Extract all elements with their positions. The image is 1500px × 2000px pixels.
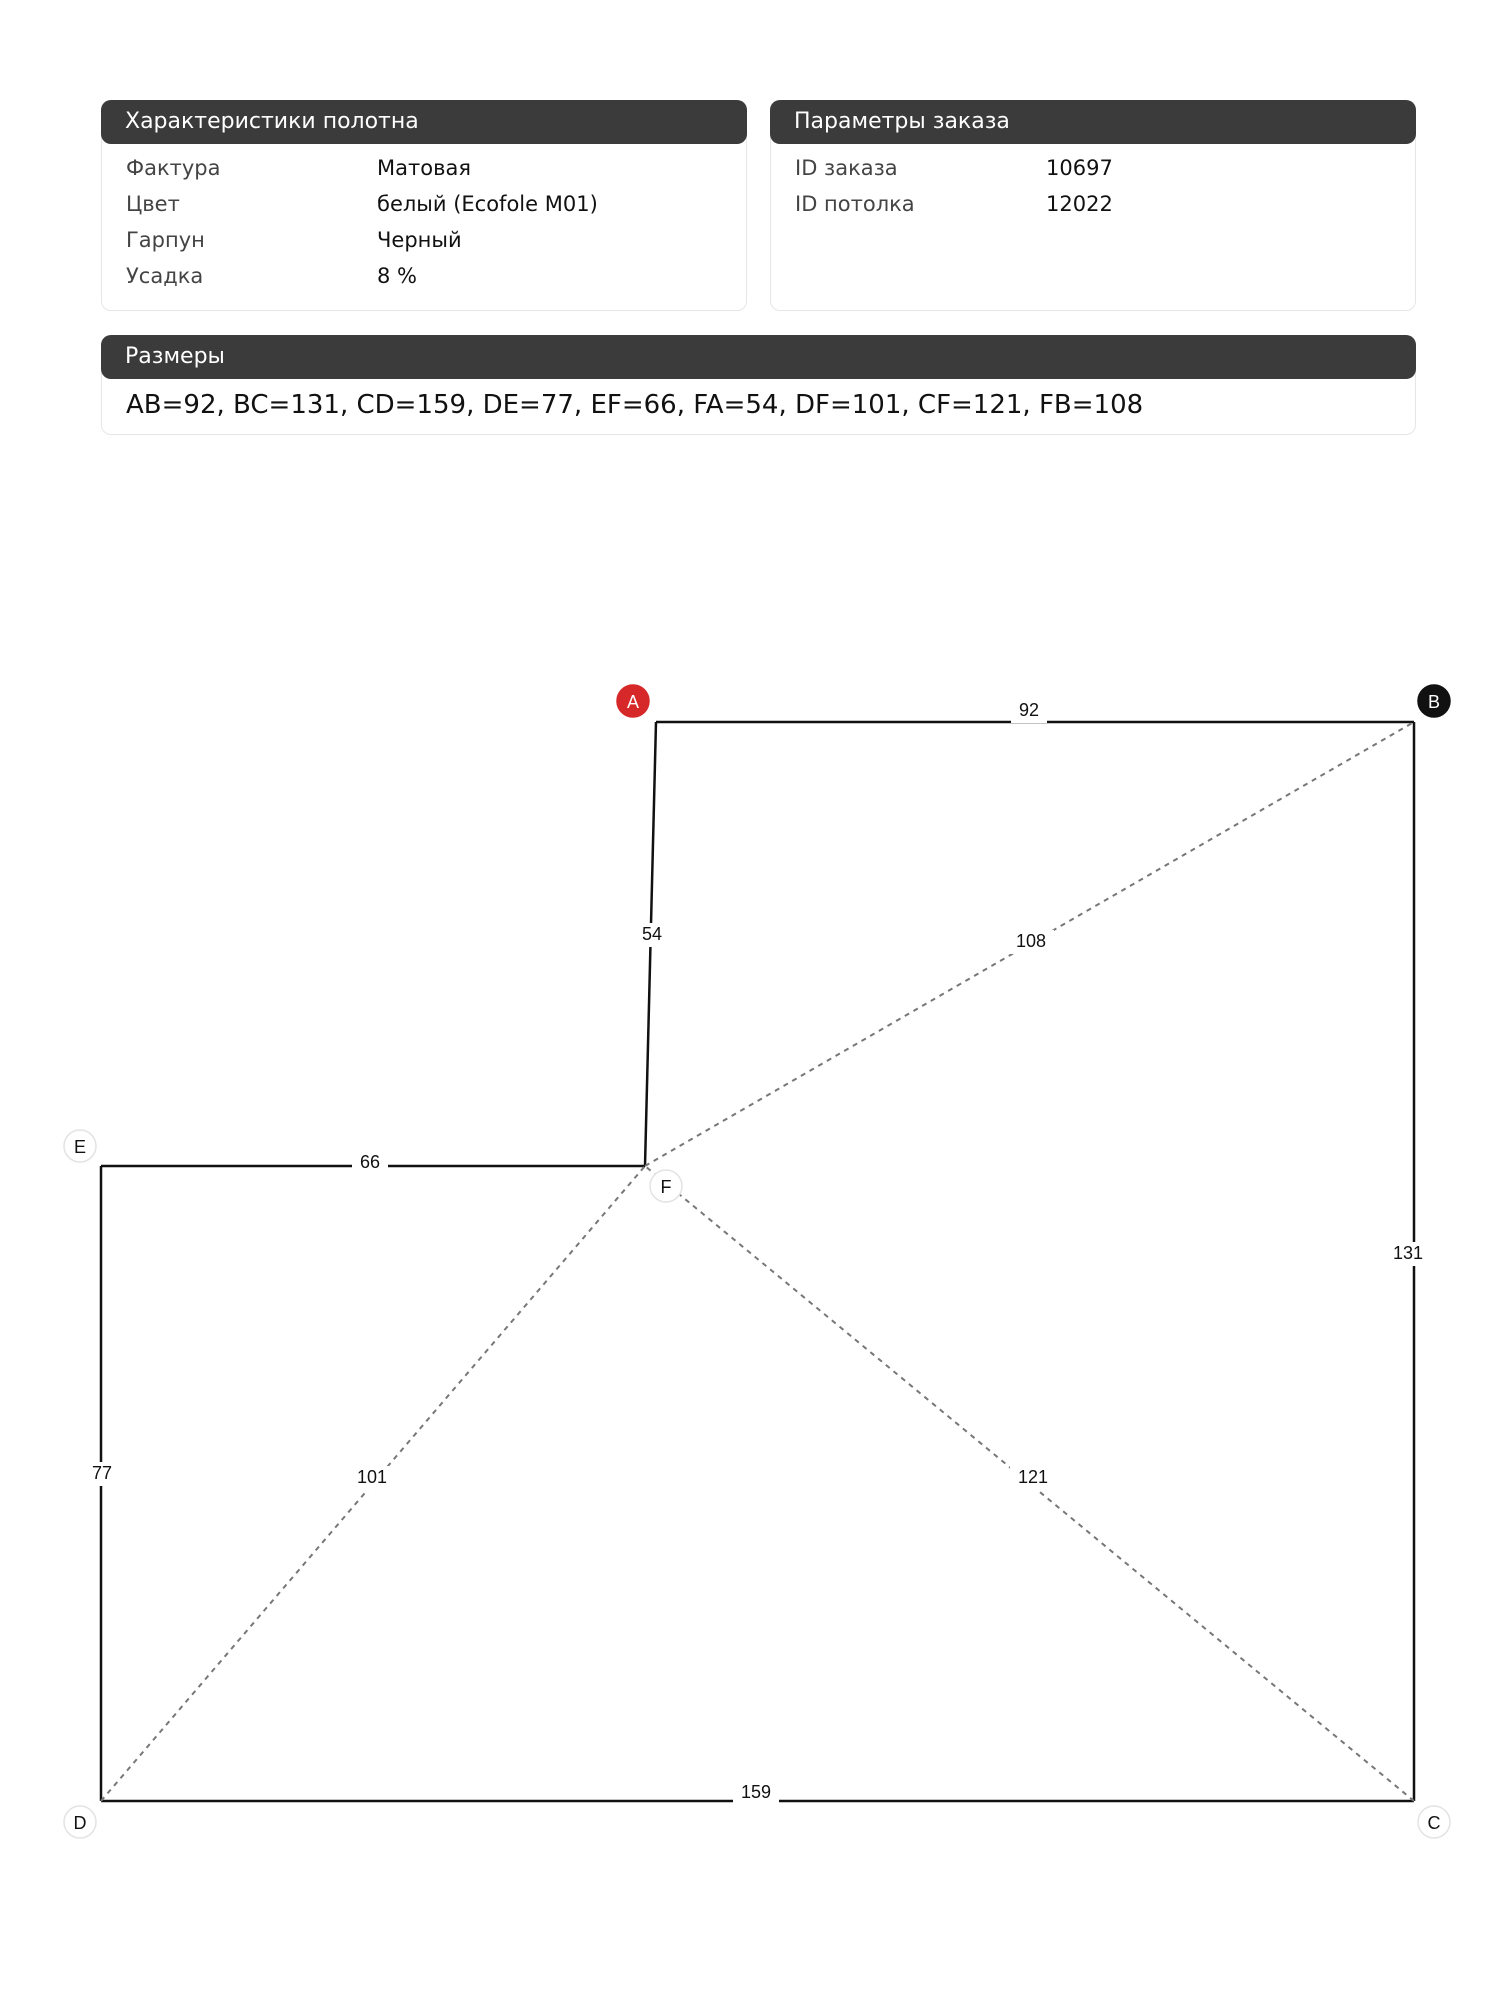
canvas-card-title: Характеристики полотна (101, 100, 747, 144)
edge-length-de: 77 (91, 1462, 113, 1483)
color-value: белый (Ecofole M01) (377, 192, 598, 216)
order-id-value: 10697 (1046, 156, 1113, 180)
shrinkage-label: Усадка (126, 264, 204, 288)
vertex-label-a: A (626, 692, 640, 712)
sizes-list: AB=92, BC=131, CD=159, DE=77, EF=66, FA=54, DF=101, CF=121, FB=108 (126, 390, 1144, 420)
color-label: Цвет (126, 192, 180, 216)
texture-label: Фактура (126, 156, 221, 180)
sizes-card-title: Размеры (101, 335, 1416, 379)
harpoon-value: Черный (377, 228, 462, 252)
vertex-label-c: C (1427, 1813, 1441, 1833)
edge-length-fa: 54 (641, 923, 663, 944)
edge-length-ef: 66 (359, 1151, 381, 1172)
vertex-label-e: E (73, 1137, 87, 1157)
texture-value: Матовая (377, 156, 471, 180)
ceiling-id-value: 12022 (1046, 192, 1113, 216)
vertex-label-d: D (73, 1813, 87, 1833)
edge-length-fb: 108 (1015, 930, 1047, 951)
harpoon-label: Гарпун (126, 228, 205, 252)
edge-length-cf: 121 (1017, 1466, 1049, 1487)
order-card-title: Параметры заказа (770, 100, 1416, 144)
edge-length-cd: 159 (740, 1781, 772, 1802)
edge-length-df: 101 (356, 1466, 388, 1487)
shrinkage-value: 8 % (377, 264, 417, 288)
order-id-label: ID заказа (795, 156, 898, 180)
ceiling-id-label: ID потолка (795, 192, 915, 216)
edge-length-ab: 92 (1018, 699, 1040, 720)
edge-length-bc: 131 (1392, 1242, 1424, 1263)
vertex-label-f: F (660, 1177, 672, 1197)
vertex-label-b: B (1427, 692, 1441, 712)
